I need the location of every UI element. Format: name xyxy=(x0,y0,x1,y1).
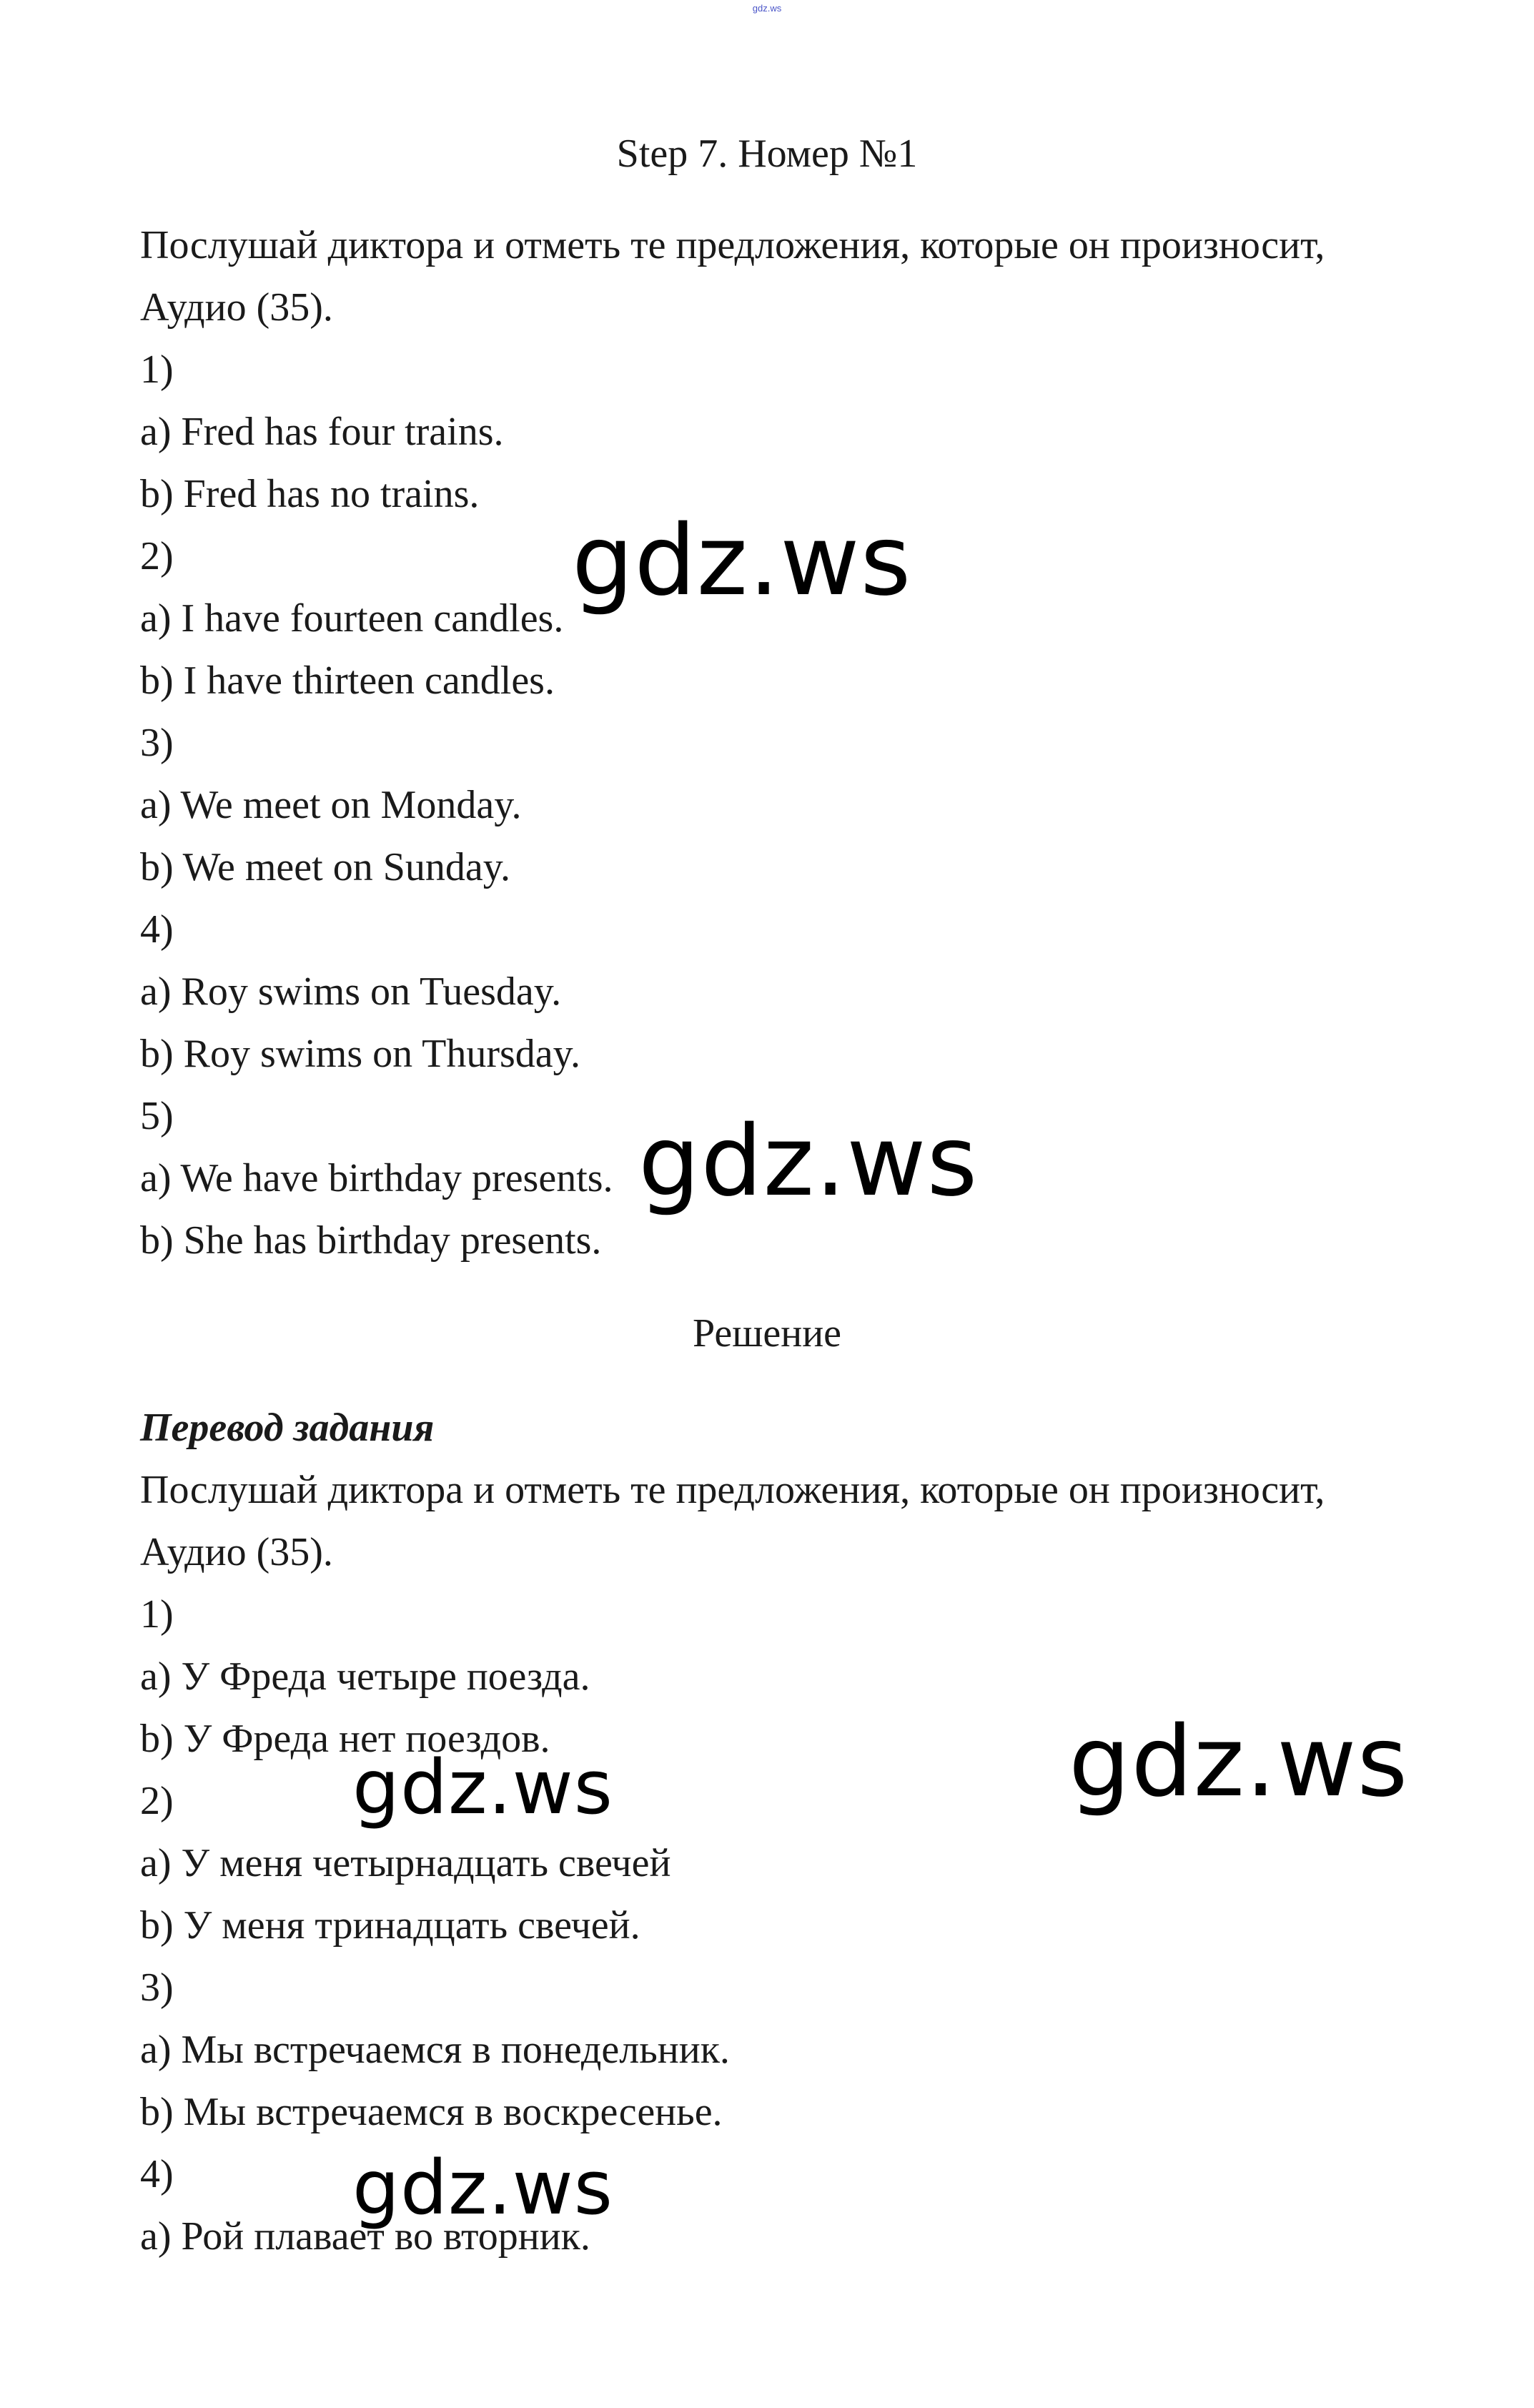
instruction-line-2: Аудио (35). xyxy=(140,285,333,330)
watermark: gdz.ws xyxy=(1069,1706,1409,1819)
option-a: a) Fred has four trains. xyxy=(140,410,504,454)
tiny-watermark: gdz.ws xyxy=(752,3,782,14)
option-b: b) I have thirteen candles. xyxy=(140,658,555,703)
item-number: 3) xyxy=(140,721,174,765)
watermark: gdz.ws xyxy=(638,1105,979,1218)
item-number: 3) xyxy=(140,1965,174,2010)
item-number: 1) xyxy=(140,347,174,392)
translation-heading: Перевод задания xyxy=(140,1406,435,1450)
translation-a: a) У меня четырнадцать свечей xyxy=(140,1841,671,1885)
translation-b: b) Мы встречаемся в воскресенье. xyxy=(140,2090,723,2134)
translation-instruction-line-1: Послушай диктора и отметь те предложения, которые он произносит, xyxy=(140,1468,1325,1512)
watermark: gdz.ws xyxy=(572,505,912,618)
item-number: 1) xyxy=(140,1592,174,1637)
option-b: b) Fred has no trains. xyxy=(140,472,480,516)
item-number: 2) xyxy=(140,1779,174,1823)
page-title: Step 7. Номер №1 xyxy=(616,132,918,176)
translation-a: a) Рой плавает во вторник. xyxy=(140,2214,590,2259)
item-number: 4) xyxy=(140,907,174,952)
translation-b: b) У меня тринадцать свечей. xyxy=(140,1903,640,1948)
translation-a: a) Мы встречаемся в понедельник. xyxy=(140,2028,730,2072)
solution-heading: Решение xyxy=(692,1311,842,1356)
translation-instruction-line-2: Аудио (35). xyxy=(140,1530,333,1574)
translation-b: b) У Фреда нет поездов. xyxy=(140,1717,550,1761)
item-number: 5) xyxy=(140,1094,174,1138)
watermark: gdz.ws xyxy=(352,1744,613,1831)
instruction-line-1: Послушай диктора и отметь те предложения, которые он произносит, xyxy=(140,223,1325,267)
watermark: gdz.ws xyxy=(352,2144,613,2231)
option-b: b) Roy swims on Thursday. xyxy=(140,1032,580,1076)
translation-a: a) У Фреда четыре поезда. xyxy=(140,1654,590,1699)
option-b: b) She has birthday presents. xyxy=(140,1218,602,1263)
option-a: a) We meet on Monday. xyxy=(140,783,522,827)
option-a: a) I have fourteen candles. xyxy=(140,596,564,641)
option-a: a) Roy swims on Tuesday. xyxy=(140,969,562,1014)
item-number: 2) xyxy=(140,534,174,578)
option-a: a) We have birthday presents. xyxy=(140,1156,613,1200)
item-number: 4) xyxy=(140,2152,174,2196)
option-b: b) We meet on Sunday. xyxy=(140,845,511,889)
